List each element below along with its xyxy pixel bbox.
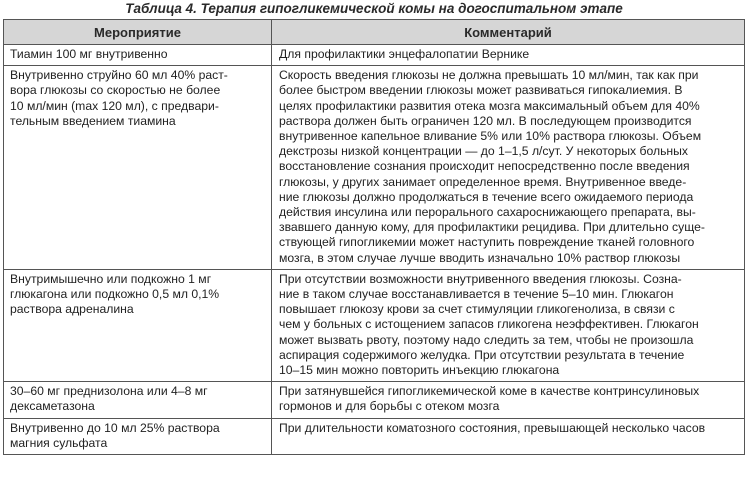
action-cell: Внутривенно до 10 мл 25% раствора магния сульфата xyxy=(4,418,272,454)
therapy-table xyxy=(3,19,745,455)
table-title: Таблица 4. Терапия гипогликемической комы на догоспитальном этапе xyxy=(125,1,623,16)
action-cell: 30–60 мг преднизолона или 4–8 мг дексаметазона xyxy=(4,382,272,418)
table-row xyxy=(4,45,745,66)
comment-cell: При затянувшейся гипогликемической коме в качестве контринсулиновых гормонов и для борьбы с отеком мозга xyxy=(272,382,745,418)
table-row xyxy=(4,269,745,381)
action-cell: Внутримышечно или подкожно 1 мг глюкагона или подкожно 0,5 мл 0,1% раствора адреналина xyxy=(4,269,272,381)
table-row xyxy=(4,382,745,418)
table-row xyxy=(4,418,745,454)
action-cell: Тиамин 100 мг внутривенно xyxy=(4,45,272,66)
comment-cell: Скорость введения глюкозы не должна превышать 10 мл/мин, так как при более быстром введении глюкозы может развиваться гипокалиемия. В целях профилактики развития отека мозга максимальный объем для 40% раствора должен быть ограничен 120 мл. В последующем производится внутривенное капельное вливание 5% или 10% раствора глюкозы. Объем декстрозы низкой концентрации — до 1–1,5 л/сут. У некоторых больных восстановление сознания происходит непосредственно после введения глюкозы, у других занимает определенное время. Внутривенное введе- ние глюкозы должно продолжаться в течение всего ожидаемого периода действия инсулина или перорального сахароснижающего препарата, вы- звавшего данную кому, для профилактики рецидива. При длительно суще- ствующей гипогликемии может наступить повреждение тканей головного мозга, в этом случае лучше вводить изначально 10% раствор глюкозы xyxy=(272,66,745,270)
table-row xyxy=(4,66,745,270)
comment-cell: При длительности коматозного состояния, превышающей несколько часов xyxy=(272,418,745,454)
header-action: Мероприятие xyxy=(4,20,272,45)
comment-cell: При отсутствии возможности внутривенного введения глюкозы. Созна- ние в таком случае восстанавливается в течение 5–10 мин. Глюкагон повышает глюкозу крови за счет стимуляции гликогенолиза, в связи с чем у больных с истощением запасов гликогена неэффективен. Глюкагон может вызвать рвоту, поэтому надо следить за тем, чтобы не произошла аспирация содержимого желудка. При отсутствии результата в течение 10–15 мин можно повторить инъекцию глюкагона xyxy=(272,269,745,381)
action-cell: Внутривенно струйно 60 мл 40% раст- вора глюкозы со скоростью не более 10 мл/мин (max 120 мл), с предвари- тельным введением тиамина xyxy=(4,66,272,270)
header-comment: Комментарий xyxy=(272,20,745,45)
comment-cell: Для профилактики энцефалопатии Вернике xyxy=(272,45,745,66)
table-header-row xyxy=(4,20,745,45)
